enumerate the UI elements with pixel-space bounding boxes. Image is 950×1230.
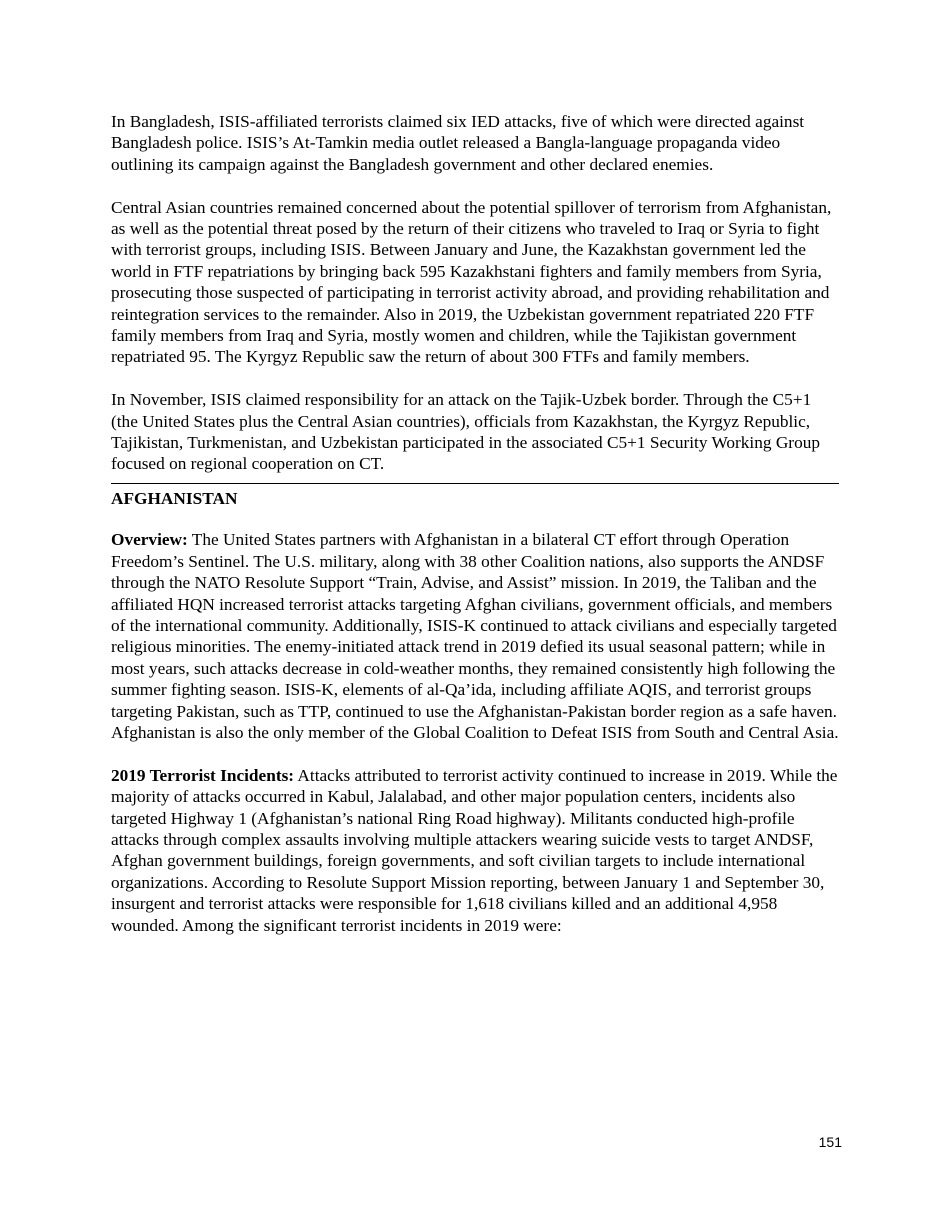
paragraph-overview xyxy=(111,529,841,743)
page-number: 151 xyxy=(818,1134,842,1150)
paragraph-central-asia: Central Asian countries remained concerned about the potential spillover of terrorism from Afghanistan, as well as the potential threat posed by the return of their citizens who traveled to Iraq or Syria to fight with terrorist groups, including ISIS. Between January and June, the Kazakhstan government led the world in FTF repatriations by bringing back 595 Kazakhstani fighters and family members from Syria, prosecuting those suspected of participating in terrorist activity abroad, and providing rehabilitation and reintegration services to the remainder. Also in 2019, the Uzbekistan government repatriated 220 FTF family members from Iraq and Syria, mostly women and children, while the Tajikistan government repatriated 95. The Kyrgyz Republic saw the return of about 300 FTFs and family members. xyxy=(111,197,832,367)
overview-lead: Overview: xyxy=(111,530,188,550)
document-page xyxy=(111,111,841,957)
paragraph-bangladesh: In Bangladesh, ISIS-affiliated terrorists claimed six IED attacks, five of which were directed against Bangladesh police. ISIS’s At-Tamkin media outlet released a Bangla-language propaganda video outlining its campaign against the Bangladesh government and other declared enemies. xyxy=(111,112,805,174)
section-divider xyxy=(111,483,839,484)
overview-text: The United States partners with Afghanistan in a bilateral CT effort through Operation Freedom’s Sentinel. The U.S. military, along with 38 other Coalition nations, also supports the ANDSF through the NATO Resolute Support “Train, Advise, and Assist” mission. In 2019, the Taliban and the affiliated HQN increased terrorist attacks targeting Afghan civilians, government officials, and members of the international community. Additionally, ISIS-K continued to attack civilians and especially targeted religious minorities. The enemy-initiated attack trend in 2019 defied its usual seasonal pattern; while in most years, such attacks decrease in cold-weather months, they remained consistently high following the summer fighting season. ISIS-K, elements of al-Qa’ida, including affiliate AQIS, and terrorist groups targeting Pakistan, such as TTP, continued to use the Afghanistan-Pakistan border region as a safe haven. Afghanistan is also the only member of the Global Coalition to Defeat ISIS from South and Central Asia. xyxy=(111,530,839,742)
section-heading-afghanistan: AFGHANISTAN xyxy=(111,488,238,508)
paragraph-terrorist-incidents xyxy=(111,765,841,936)
incidents-lead: 2019 Terrorist Incidents: xyxy=(111,765,295,785)
incidents-text: Attacks attributed to terrorist activity continued to increase in 2019. While the majority of attacks occurred in Kabul, Jalalabad, and other major population centers, incidents also targeted Highway 1 (Afghanistan’s national Ring Road highway). Militants conducted high-profile attacks through complex assaults involving multiple attackers wearing suicide vests to target ANDSF, Afghan government buildings, foreign governments, and soft civilian targets to include international organizations. According to Resolute Support Mission reporting, between January 1 and September 30, insurgent and terrorist attacks were responsible for 1,618 civilians killed and an additional 4,958 wounded. Among the significant terrorist incidents in 2019 were: xyxy=(111,765,838,935)
paragraph-tajik-uzbek-border: In November, ISIS claimed responsibility for an attack on the Tajik-Uzbek border. Through the C5+1 (the United States plus the Central Asian countries), officials from Kazakhstan, the Kyrgyz Republic, Tajikistan, Turkmenistan, and Uzbekistan participated in the associated C5+1 Security Working Group focused on regional cooperation on CT. xyxy=(111,390,820,474)
